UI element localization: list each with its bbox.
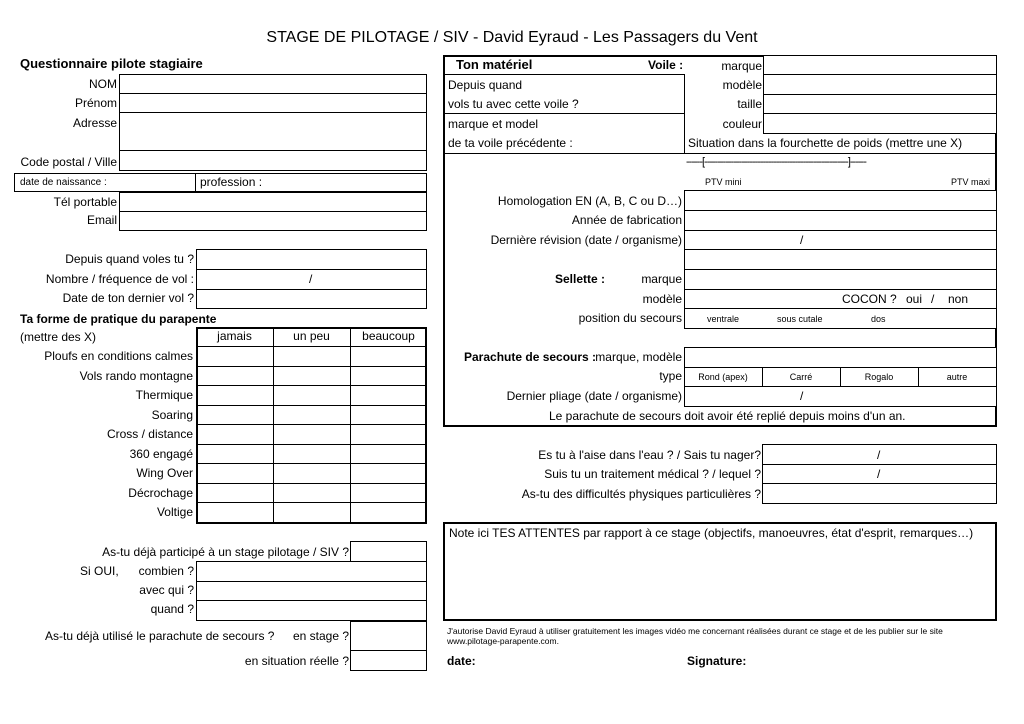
divider	[444, 113, 684, 114]
practice-cell[interactable]	[196, 502, 273, 522]
homologation-field[interactable]	[684, 190, 997, 211]
divider	[684, 74, 685, 153]
revision-label: Dernière révision (date / organisme)	[490, 233, 682, 247]
combien-label: combien ?	[138, 564, 194, 578]
practice-cell[interactable]	[350, 405, 427, 425]
prenom-label: Prénom	[74, 96, 117, 110]
voile-taille-label: taille	[737, 97, 762, 111]
annee-label: Année de fabrication	[571, 213, 682, 227]
practice-cell[interactable]	[273, 385, 350, 405]
attentes-label: Note ici TES ATTENTES par rapport à ce stage (objectifs, manoeuvres, état d'esprit, remarques…)	[449, 526, 974, 540]
stage-answer-field[interactable]	[350, 541, 427, 562]
avec-qui-label: avec qui ?	[139, 583, 194, 597]
difficultes-field[interactable]	[762, 483, 997, 504]
ptv-maxi-label: PTV maxi	[951, 177, 991, 187]
traitement-sep: /	[877, 467, 881, 481]
marque-model-label: marque et model	[448, 117, 539, 131]
practice-column-header: beaucoup	[362, 329, 415, 343]
voile-modele-field[interactable]	[763, 74, 997, 95]
cp-ville-label: Code postal / Ville	[20, 155, 117, 169]
voile-marque-field[interactable]	[763, 55, 997, 75]
materiel-heading: Ton matériel	[456, 57, 533, 72]
cocon-oui[interactable]: oui	[906, 292, 923, 306]
practice-row-label: Décrochage	[128, 485, 193, 500]
type-autre[interactable]: autre	[946, 372, 968, 382]
page-title: STAGE DE PILOTAGE / SIV - David Eyraud - Les Passagers du Vent	[266, 29, 758, 46]
parachute-marque-label: marque, modèle	[595, 350, 682, 364]
type-rond[interactable]: Rond (apex)	[698, 372, 748, 382]
practice-cell[interactable]	[350, 483, 427, 503]
divider	[444, 74, 684, 75]
practice-column-header: un peu	[293, 329, 330, 343]
en-stage-label: en stage ?	[292, 629, 349, 643]
practice-cell[interactable]	[273, 444, 350, 464]
position-dos[interactable]: dos	[871, 314, 886, 324]
situation-reelle-field[interactable]	[350, 650, 427, 671]
parachute-label: Parachute de secours :	[464, 350, 597, 364]
practice-cell[interactable]	[196, 424, 273, 444]
tel-field[interactable]	[119, 192, 427, 212]
practice-cell[interactable]	[196, 385, 273, 405]
sellette-modele-label: modèle	[642, 292, 682, 306]
practice-cell[interactable]	[350, 346, 427, 366]
naissance-label: date de naissance :	[20, 177, 107, 188]
revision-sep: /	[800, 233, 804, 247]
eau-label: Es tu à l'aise dans l'eau ? / Sais tu nager?	[538, 448, 761, 462]
last-flight-label: Date de ton dernier vol ?	[62, 291, 194, 305]
email-field[interactable]	[119, 211, 427, 231]
email-label: Email	[86, 213, 117, 227]
depuis-quand-label: Depuis quand	[448, 78, 523, 92]
prenom-field[interactable]	[119, 93, 427, 113]
position-secours-label: position du secours	[578, 311, 682, 325]
eau-sep: /	[877, 448, 881, 462]
divider	[444, 153, 996, 154]
voile-precedente-label: de ta voile précédente :	[448, 136, 573, 150]
si-oui-label: Si OUI,	[80, 564, 119, 578]
voile-modele-label: modèle	[722, 78, 762, 92]
frequency-label: Nombre / fréquence de vol :	[45, 272, 194, 286]
practice-cell[interactable]	[350, 385, 427, 405]
practice-cell[interactable]	[350, 444, 427, 464]
annee-field[interactable]	[684, 210, 997, 231]
divider	[195, 173, 196, 192]
practice-cell[interactable]	[196, 366, 273, 386]
pliage-sep: /	[800, 389, 804, 403]
en-stage-field[interactable]	[350, 621, 427, 651]
position-ventrale[interactable]: ventrale	[707, 314, 740, 324]
vols-tu-label: vols tu avec cette voile ?	[448, 97, 579, 111]
since-label: Depuis quand voles tu ?	[65, 252, 194, 266]
pliage-field[interactable]	[684, 386, 997, 407]
since-field[interactable]	[196, 249, 427, 270]
practice-cell[interactable]	[196, 405, 273, 425]
adresse-label: Adresse	[72, 116, 117, 130]
questionnaire-heading: Questionnaire pilote stagiaire	[20, 56, 203, 71]
practice-row-label: Voltige	[156, 505, 193, 519]
last-flight-field[interactable]	[196, 289, 427, 309]
position-sous-cutale[interactable]: sous cutale	[777, 314, 823, 324]
parachute-type-label: type	[659, 369, 682, 383]
practice-note: (mettre des X)	[20, 330, 97, 344]
practice-row-label: Thermique	[135, 388, 193, 402]
practice-cell[interactable]	[273, 483, 350, 503]
practice-row-label: Vols rando montagne	[79, 368, 193, 383]
practice-column-header: jamais	[217, 329, 252, 343]
voile-label: Voile :	[648, 58, 684, 72]
practice-cell[interactable]	[273, 463, 350, 483]
practice-cell[interactable]	[273, 346, 350, 366]
sellette-marque-field[interactable]	[684, 269, 997, 290]
autorisation-text: J'autorise David Eyraud à utiliser gratuitement les images vidéo me concernant réalisées durant ce stage et de les publier sur le site www.pilotage-parapente.com.	[447, 626, 943, 646]
blank-field[interactable]	[684, 249, 997, 270]
voile-couleur-field[interactable]	[763, 113, 997, 134]
practice-cell[interactable]	[196, 483, 273, 503]
practice-cell[interactable]	[350, 424, 427, 444]
situation-poids-label: Situation dans la fourchette de poids (mettre une X)	[688, 136, 963, 150]
practice-cell[interactable]	[350, 366, 427, 386]
signature-label: Signature:	[687, 654, 747, 668]
quand-label: quand ?	[150, 602, 194, 616]
sellette-label: Sellette :	[555, 272, 606, 286]
practice-row-label: Soaring	[151, 407, 193, 422]
practice-cell[interactable]	[350, 463, 427, 483]
ptv-mini-label: PTV mini	[705, 177, 742, 187]
quand-field[interactable]	[196, 600, 427, 621]
revision-field[interactable]	[684, 230, 997, 250]
practice-row-label: Ploufs en conditions calmes	[44, 349, 193, 363]
practice-cell[interactable]	[350, 502, 427, 522]
type-rogalo[interactable]: Rogalo	[864, 372, 894, 382]
parachute-marque-field[interactable]	[684, 347, 997, 368]
situation-reelle-label: en situation réelle ?	[244, 654, 349, 668]
cocon-question: COCON ?	[842, 292, 897, 306]
pliage-label: Dernier pliage (date / organisme)	[506, 389, 682, 403]
adresse-field[interactable]	[119, 112, 427, 151]
voile-taille-field[interactable]	[763, 94, 997, 114]
practice-cell[interactable]	[273, 366, 350, 386]
sellette-marque-label: marque	[641, 272, 682, 286]
tel-label: Tél portable	[53, 195, 117, 209]
parachute-note: Le parachute de secours doit avoir été replié depuis moins d'un an.	[549, 409, 906, 423]
traitement-label: Suis tu un traitement médical ? / lequel ?	[544, 467, 761, 481]
poids-fourchette: ------[------------------------------------------------------]------	[686, 156, 866, 168]
profession-label: profession :	[200, 175, 263, 189]
cp-ville-field[interactable]	[119, 150, 427, 171]
avec-qui-field[interactable]	[196, 581, 427, 601]
stage-question: As-tu déjà participé à un stage pilotage / SIV ?	[102, 545, 349, 559]
practice-row-label: Cross / distance	[106, 427, 193, 441]
cocon-slash: /	[931, 292, 935, 306]
practice-cell[interactable]	[273, 405, 350, 425]
voile-couleur-label: couleur	[722, 117, 762, 131]
practice-cell[interactable]	[196, 346, 273, 366]
cocon-non[interactable]: non	[948, 292, 969, 306]
frequency-sep: /	[309, 272, 313, 286]
practice-cell[interactable]	[196, 444, 273, 464]
nom-field[interactable]	[119, 74, 427, 94]
practice-cell[interactable]	[273, 424, 350, 444]
nom-label: NOM	[89, 77, 117, 91]
practice-heading: Ta forme de pratique du parapente	[20, 312, 217, 326]
practice-row-label: Wing Over	[136, 466, 193, 480]
homologation-label: Homologation EN (A, B, C ou D…)	[497, 194, 682, 208]
date-label: date:	[447, 654, 476, 668]
parachute-question: As-tu déjà utilisé le parachute de secours ?	[45, 629, 275, 643]
combien-field[interactable]	[196, 561, 427, 582]
type-carre[interactable]: Carré	[789, 372, 813, 382]
practice-row-label: 360 engagé	[129, 446, 193, 461]
voile-marque-label: marque	[721, 59, 762, 73]
practice-cell[interactable]	[196, 463, 273, 483]
practice-cell[interactable]	[273, 502, 350, 522]
difficultes-label: As-tu des difficultés physiques particulières ?	[521, 487, 761, 501]
